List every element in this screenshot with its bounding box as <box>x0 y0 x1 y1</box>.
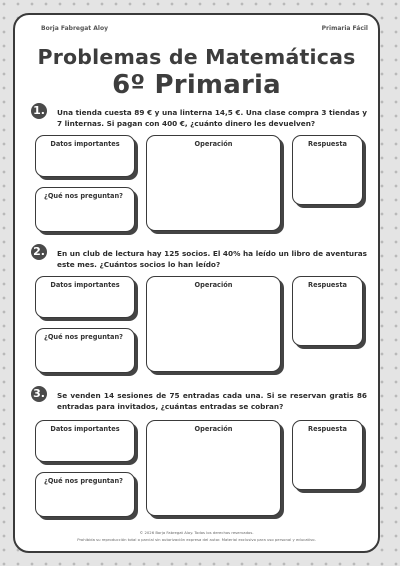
problem-1-datos-box[interactable] <box>35 135 135 177</box>
problem-3-datos-box[interactable] <box>35 420 135 462</box>
operacion-label: Operación <box>194 425 233 433</box>
respuesta-label: Respuesta <box>308 140 347 148</box>
problem-2-datos-box[interactable] <box>35 276 135 318</box>
datos-label: Datos importantes <box>50 281 120 289</box>
problem-1-operacion-box[interactable] <box>146 135 281 231</box>
problem-2-operacion-box[interactable] <box>146 276 281 372</box>
problem-3-operacion-box[interactable] <box>146 420 281 516</box>
page-subtitle: 6º Primaria <box>112 70 281 100</box>
level-label: Primaria Fácil <box>321 25 368 32</box>
problem-3-text: Se venden 14 sesiones de 75 entradas cada una. Si se reservan gratis 86 entradas para invitados, ¿cuántas entradas se cobran? <box>57 391 367 411</box>
problem-1-number: 1. <box>31 103 47 119</box>
operacion-label: Operación <box>194 281 233 289</box>
pregunta-label: ¿Qué nos preguntan? <box>44 477 124 485</box>
problem-2-pregunta-box[interactable] <box>35 328 135 373</box>
footer-copyright: © 2026 Borja Fabregat Aloy. Todos los derechos reservados. <box>139 530 254 535</box>
problem-2-number: 2. <box>31 244 47 260</box>
problem-2-text: En un club de lectura hay 125 socios. El 40% ha leído un libro de aventuras este mes. ¿Cuántos socios lo han leído? <box>57 249 367 269</box>
pregunta-label: ¿Qué nos preguntan? <box>44 333 124 341</box>
pregunta-label: ¿Qué nos preguntan? <box>44 192 124 200</box>
operacion-label: Operación <box>194 140 233 148</box>
problem-3-number: 3. <box>31 386 47 402</box>
page-title: Problemas de Matemáticas <box>37 45 356 69</box>
problem-1-pregunta-box[interactable] <box>35 187 135 232</box>
author-name: Borja Fabregat Aloy <box>41 25 109 32</box>
problem-3-pregunta-box[interactable] <box>35 472 135 517</box>
worksheet <box>13 13 380 553</box>
footer-legal: Prohibida su reproducción total o parcial sin autorización expresa del autor. Material exclusivo para uso personal y educativo. <box>77 537 316 542</box>
respuesta-label: Respuesta <box>308 425 347 433</box>
problem-1-respuesta-box[interactable] <box>292 135 363 205</box>
problem-2-respuesta-box[interactable] <box>292 276 363 346</box>
datos-label: Datos importantes <box>50 140 120 148</box>
respuesta-label: Respuesta <box>308 281 347 289</box>
datos-label: Datos importantes <box>50 425 120 433</box>
problem-1-text: Una tienda cuesta 89 € y una linterna 14,5 €. Una clase compra 3 tiendas y 7 linternas. Si pagan con 400 €, ¿cuánto dinero les devuelven? <box>57 108 367 128</box>
problem-3-respuesta-box[interactable] <box>292 420 363 490</box>
